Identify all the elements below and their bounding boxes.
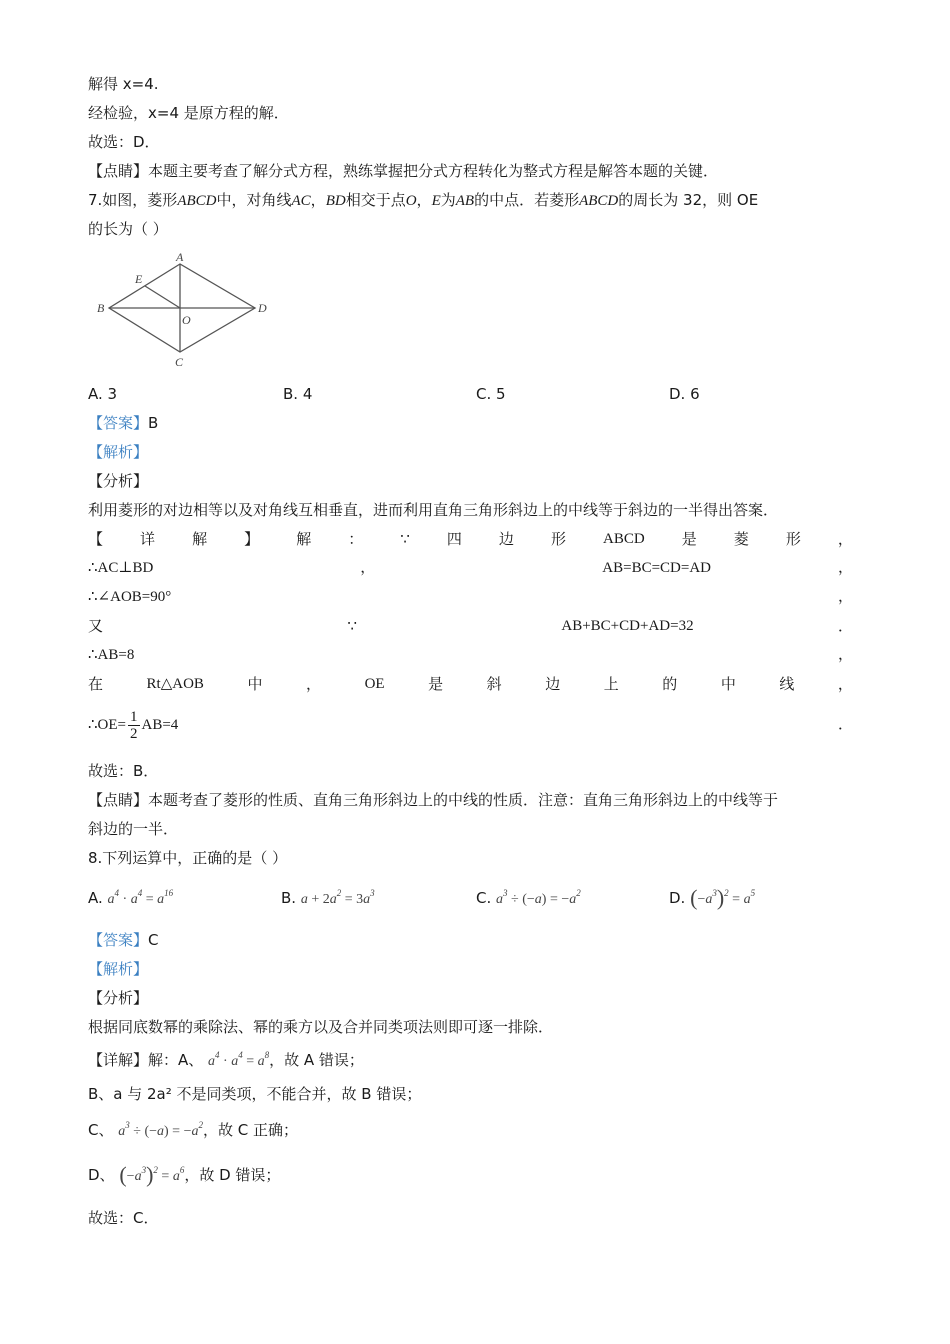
q7-fenxi-tag: 【分析】: [88, 472, 149, 490]
label-a: A: [176, 250, 184, 264]
label-c: C: [175, 355, 184, 369]
q8-fenxi-tag: 【分析】: [88, 989, 149, 1007]
q8-fenxi-text: 根据同底数幂的乘除法、幂的乘方以及合并同类项法则即可逐一排除．: [88, 1018, 554, 1036]
q7-row-perpendicular: ∴AC⊥BD ， AB=BC=CD=AD ，: [88, 560, 853, 576]
q8-choose: 故选：C．: [88, 1209, 159, 1227]
q8-option-a[interactable]: A. $a^4 \cdot a^4 = a^{16}$: [88, 888, 174, 907]
q7-fenxi-text: 利用菱形的对边相等以及对角线互相垂直，进而利用直角三角形斜边上的中线等于斜边的一半得出答案．: [88, 501, 779, 519]
label-e: E: [135, 272, 143, 286]
line-choose-d: 故选：D．: [88, 133, 160, 151]
dianjing-tag: 【点睛】: [88, 162, 149, 180]
q7-option-d[interactable]: D. 6: [669, 385, 700, 403]
q7-row-ab: ∴AB=8 ，: [88, 647, 853, 663]
dianjing-text: 本题主要考查了解分式方程，熟练掌握把分式方程转化为整式方程是解答本题的关键．: [148, 162, 719, 180]
line-dianjing-1: [88, 161, 718, 181]
q8-option-c[interactable]: C. $a^3 \div (-a) = -a^2$: [476, 888, 581, 907]
q8-analysis-tag: 【解析】: [88, 960, 149, 978]
fraction-half: $\frac{1}{2}$: [130, 709, 138, 743]
q7-answer: 【答案】B: [88, 414, 159, 432]
expr-a: $a^4 \cdot a^4 = a^{16}$: [107, 888, 174, 907]
expr-b: $a + 2a^2 = 3a^3$: [300, 888, 375, 907]
q7-row-oe: ∴OE= $\frac{1}{2}$ AB=4 ．: [88, 709, 853, 743]
q7-row-median: 在 Rt△AOB 中 ， OE 是 斜 边 上 的 中 线 ，: [88, 675, 853, 693]
q8-option-b[interactable]: B. $a + 2a^2 = 3a^3$: [281, 888, 375, 907]
segment-oe: [145, 286, 180, 308]
q7-stem-line2: 的长为（ ）: [88, 220, 168, 238]
q7-dianjing-2: 斜边的一半．: [88, 820, 179, 838]
q8-stem: 8.下列运算中，正确的是（ ）: [88, 849, 288, 867]
q8-detail-a: 【详解】解：A、 $a^4 \cdot a^4 = a^8$，故 A 错误；: [88, 1050, 364, 1069]
q7-option-a[interactable]: A. 3: [88, 385, 118, 403]
q7-analysis-tag: 【解析】: [88, 443, 149, 461]
q7-stem: 7.如图，菱形ABCD中，对角线AC，BD相交于点O，E为AB的中点．若菱形ABCD的周长为 32，则 OE: [88, 191, 759, 209]
q7-option-b[interactable]: B. 4: [283, 385, 313, 403]
label-b: B: [97, 301, 105, 315]
q7-row-perimeter: 又 ∵ AB+BC+CD+AD=32 ．: [88, 617, 853, 635]
q8-answer: 【答案】C: [88, 931, 159, 949]
expr-c: $a^3 \div (-a) = -a^2$: [496, 888, 581, 907]
q7-choose: 故选：B．: [88, 762, 159, 780]
q7-dianjing-1: 【点睛】本题考查了菱形的性质、直角三角形斜边上的中线的性质．注意：直角三角形斜边上的中线等于: [88, 791, 779, 809]
label-d: D: [258, 301, 267, 315]
q7-detail-row: 【 详 解 】 解 ： ∵ 四 边 形 ABCD 是 菱 形 ，: [88, 530, 853, 548]
q8-detail-c: C、 $a^3 \div (-a) = -a^2$，故 C 正确；: [88, 1120, 298, 1139]
expr-d: $(-a^3)^2 = a^5$: [690, 885, 756, 910]
line-solution: 解得 x=4.: [88, 75, 159, 93]
q8-detail-d: D、 $(-a^3)^2 = a^6$，故 D 错误；: [88, 1162, 281, 1187]
label-o: O: [182, 313, 191, 327]
q8-option-d[interactable]: D. $(-a^3)^2 = a^5$: [669, 885, 756, 910]
q8-detail-b: B、a 与 2a² 不是同类项，不能合并，故 B 错误；: [88, 1085, 422, 1103]
q7-row-angle: ∴∠AOB=90° ，: [88, 589, 853, 605]
rhombus-figure: [95, 250, 270, 372]
line-check: 经检验，x=4 是原方程的解．: [88, 104, 289, 122]
q7-option-c[interactable]: C. 5: [476, 385, 506, 403]
